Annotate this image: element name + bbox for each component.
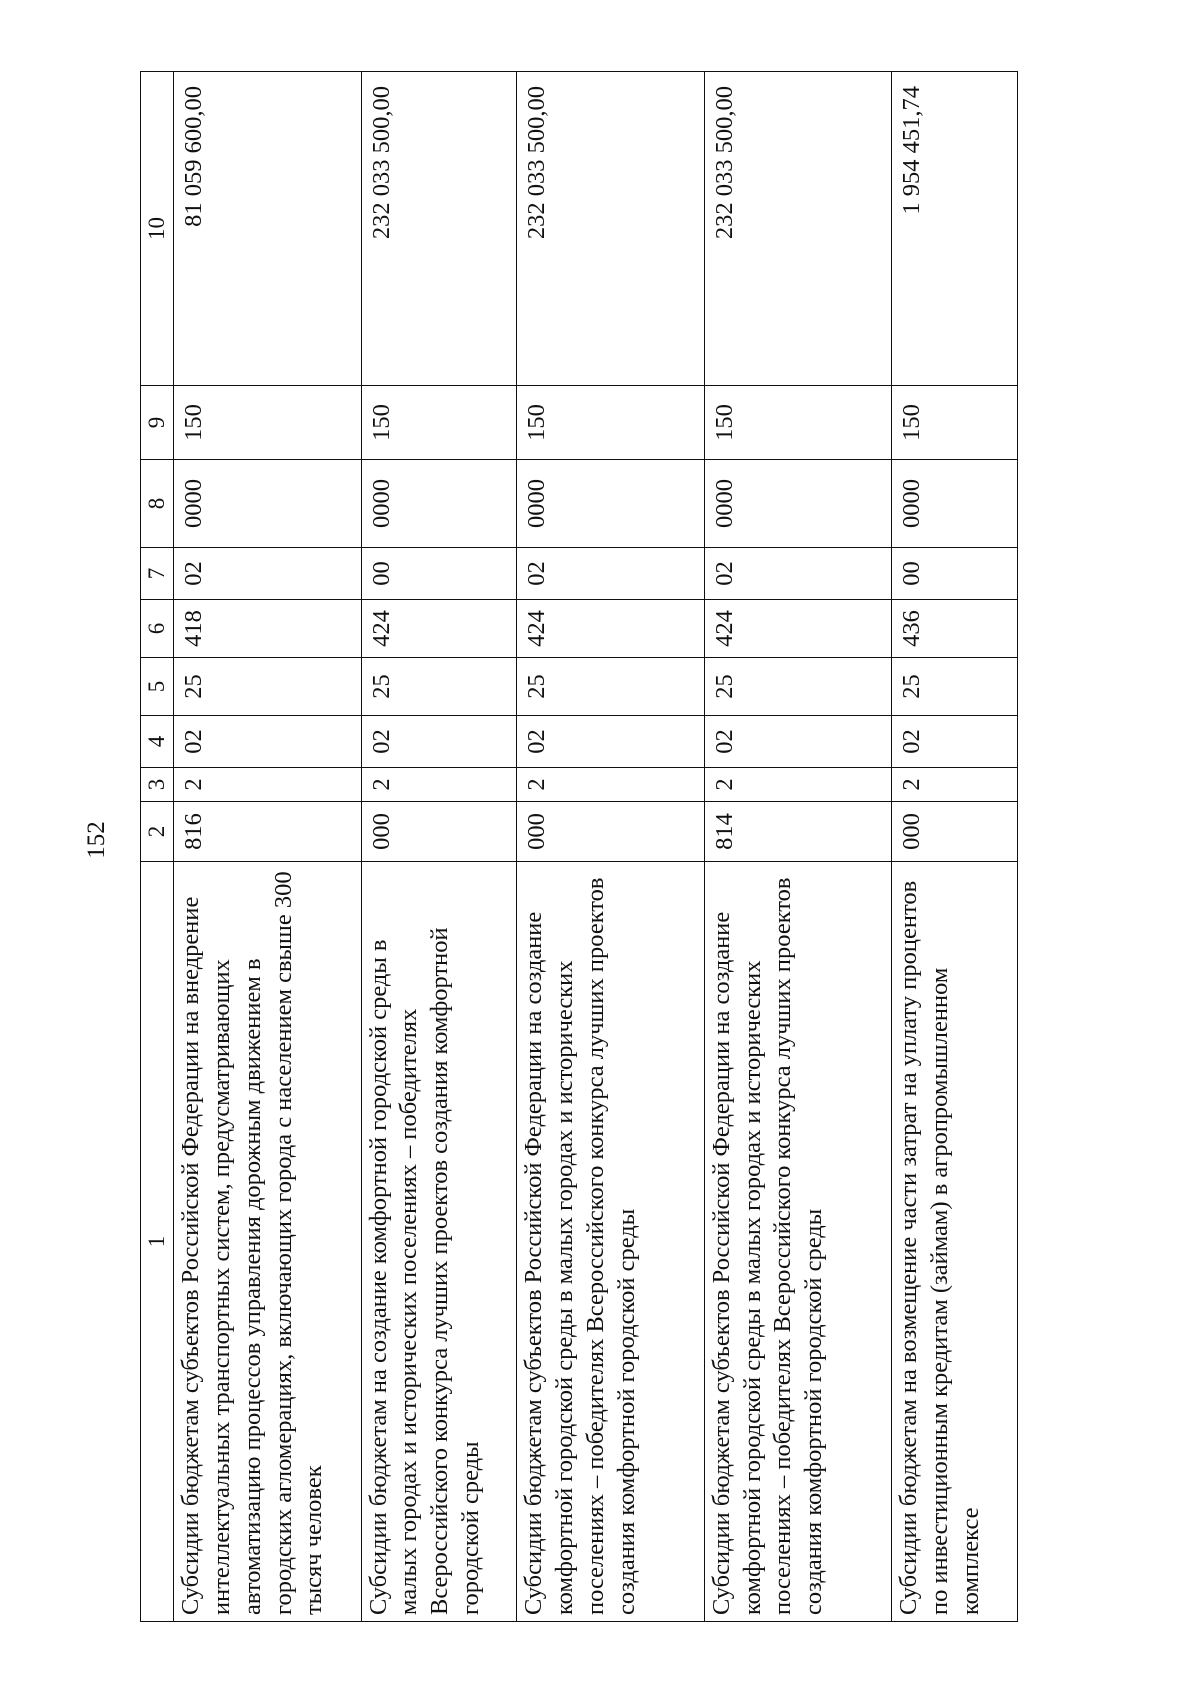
cell-code: 02 <box>517 716 705 768</box>
cell-code: 02 <box>892 716 1018 768</box>
cell-code: 2 <box>517 768 705 802</box>
column-header: 7 <box>141 548 174 600</box>
table-row <box>704 72 892 1622</box>
row-description: Субсидии бюджетам субъектов Российской Федерации на внедрение интеллектуальных транспортных систем, предусматривающих автоматизацию процессов управления дорожным движением в городских агломерациях, включающих города с населением свыше 300 тысяч человек <box>174 862 362 1622</box>
cell-code: 0000 <box>517 460 705 548</box>
cell-code: 0000 <box>361 460 517 548</box>
cell-code: 25 <box>174 658 362 716</box>
row-description: Субсидии бюджетам на возмещение части затрат на уплату процентов по инвестиционным кредитам (займам) в агропромышленном комплексе <box>892 862 1018 1622</box>
row-amount: 81 059 600,00 <box>174 72 362 386</box>
cell-code: 2 <box>361 768 517 802</box>
cell-code: 150 <box>174 386 362 460</box>
cell-code: 2 <box>704 768 892 802</box>
cell-code: 25 <box>517 658 705 716</box>
cell-code: 02 <box>704 716 892 768</box>
cell-code: 02 <box>517 548 705 600</box>
table-row <box>892 72 1018 1622</box>
cell-code: 436 <box>892 600 1018 658</box>
table-row <box>517 72 705 1622</box>
row-amount: 232 033 500,00 <box>361 72 517 386</box>
cell-code: 150 <box>892 386 1018 460</box>
column-header: 5 <box>141 658 174 716</box>
table-row <box>361 72 517 1622</box>
column-header: 9 <box>141 386 174 460</box>
column-header: 4 <box>141 716 174 768</box>
cell-code: 816 <box>174 802 362 862</box>
table-row <box>174 72 362 1622</box>
cell-code: 2 <box>892 768 1018 802</box>
row-description: Субсидии бюджетам на создание комфортной городской среды в малых городах и исторических поселениях – победителях Всероссийского конкурса лучших проектов создания комфортной городской среды <box>361 862 517 1622</box>
cell-code: 25 <box>892 658 1018 716</box>
cell-code: 0000 <box>892 460 1018 548</box>
cell-code: 02 <box>174 548 362 600</box>
cell-code: 00 <box>361 548 517 600</box>
cell-code: 02 <box>174 716 362 768</box>
cell-code: 418 <box>174 600 362 658</box>
table-header-row <box>141 72 174 1622</box>
column-header: 10 <box>141 72 174 386</box>
column-header: 2 <box>141 802 174 862</box>
row-amount: 232 033 500,00 <box>517 72 705 386</box>
cell-code: 0000 <box>174 460 362 548</box>
cell-code: 02 <box>704 548 892 600</box>
column-header: 1 <box>141 862 174 1622</box>
cell-code: 814 <box>704 802 892 862</box>
row-amount: 232 033 500,00 <box>704 72 892 386</box>
cell-code: 00 <box>892 548 1018 600</box>
cell-code: 424 <box>517 600 705 658</box>
cell-code: 150 <box>704 386 892 460</box>
cell-code: 25 <box>361 658 517 716</box>
page-number: 152 <box>83 821 110 859</box>
cell-code: 000 <box>361 802 517 862</box>
row-amount: 1 954 451,74 <box>892 72 1018 386</box>
budget-table <box>140 71 1018 1622</box>
cell-code: 000 <box>892 802 1018 862</box>
column-header: 6 <box>141 600 174 658</box>
rotated-table-container <box>140 72 1018 1622</box>
row-description: Субсидии бюджетам субъектов Российской Федерации на создание комфортной городской среды в малых городах и исторических поселениях – победителях Всероссийского конкурса лучших проектов создания комфортной городской среды <box>517 862 705 1622</box>
cell-code: 150 <box>361 386 517 460</box>
row-description: Субсидии бюджетам субъектов Российской Федерации на создание комфортной городской среды в малых городах и исторических поселениях – победителях Всероссийского конкурса лучших проектов создания комфортной городской среды <box>704 862 892 1622</box>
cell-code: 150 <box>517 386 705 460</box>
cell-code: 424 <box>704 600 892 658</box>
cell-code: 2 <box>174 768 362 802</box>
cell-code: 0000 <box>704 460 892 548</box>
column-header: 3 <box>141 768 174 802</box>
cell-code: 000 <box>517 802 705 862</box>
cell-code: 25 <box>704 658 892 716</box>
cell-code: 424 <box>361 600 517 658</box>
column-header: 8 <box>141 460 174 548</box>
cell-code: 02 <box>361 716 517 768</box>
